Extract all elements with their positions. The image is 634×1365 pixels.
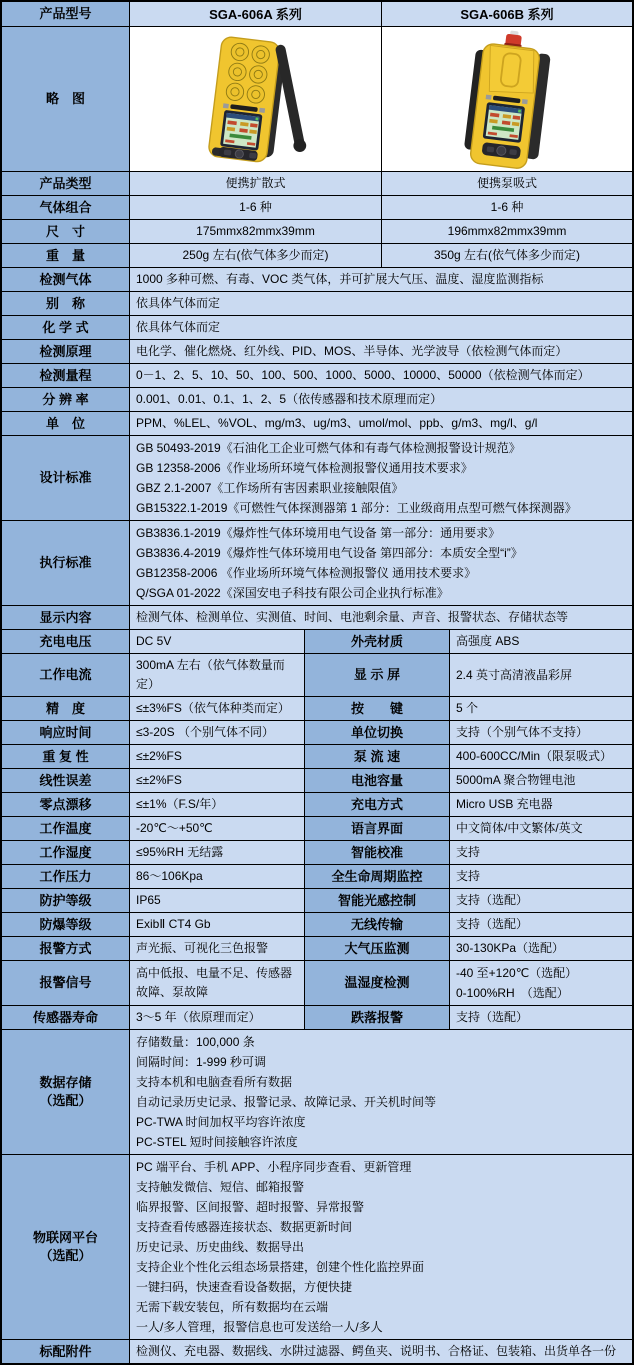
sga-606b-device-illustration [392,28,622,171]
lcd-screen [220,109,262,150]
spec-table [2,2,632,1363]
row-execution-standards-value-line-0: GB3836.1-2019《爆炸性气体环境用电气设备 第一部分：通用要求》 [136,526,501,540]
row-zero-drift-value: ≤±1%（F.S/年） [130,793,305,816]
row-working-humidity [2,841,632,865]
row-data-storage-label-line-1: （选配） [39,1093,92,1108]
row-data-storage-value-line-3: 自动记录历史记录、报警记录、故障记录、开关机时间等 [136,1095,437,1109]
row-accuracy-value: ≤±3%FS（依气体种类而定） [130,697,305,720]
row-working-pressure [2,865,632,889]
row-product-model [2,2,632,27]
row-wireless-label: 无线传输 [305,913,450,936]
row-display-content [2,606,632,630]
row-charge-method-label: 充电方式 [305,793,450,816]
row-gas-combination [2,196,632,220]
row-sketch [2,27,632,172]
row-alarm-signals [2,961,632,1006]
row-working-humidity-value: ≤95%RH 无结露 [130,841,305,864]
row-chemical-formula [2,316,632,340]
row-detect-principle-value: 电化学、催化燃烧、红外线、PID、MOS、半导体、光学波导（依检测气体而定） [130,340,632,363]
row-data-storage-value-line-4: PC-TWA 时间加权平均容许浓度 [136,1115,306,1129]
row-alarm-mode [2,937,632,961]
row-standard-accessories [2,1340,632,1363]
row-detect-gases [2,268,632,292]
row-data-storage [2,1030,632,1155]
row-units [2,412,632,436]
row-weight-value-a: 250g 左右(依气体多少而定) [130,244,382,267]
row-execution-standards-value-line-3: Q/SGA 01-2022《深国安电子科技有限公司企业执行标准》 [136,586,449,600]
row-battery-capacity-value: 5000mA 聚合物锂电池 [450,769,632,792]
row-iot-platform [2,1155,632,1340]
row-detect-range [2,364,632,388]
row-working-temperature-label: 工作温度 [2,817,130,840]
product-photo-sga-606a [130,27,382,171]
row-weight [2,244,632,268]
column-header-model-b: SGA-606B 系列 [382,2,632,26]
row-explosion-proof [2,913,632,937]
row-iot-platform-value-line-4: 历史记录、历史曲线、数据导出 [136,1240,305,1254]
row-charge-method-value: Micro USB 充电器 [450,793,632,816]
row-chemical-formula-value: 依具体气体而定 [130,316,632,339]
row-repeatability-label: 重 复 性 [2,745,130,768]
row-data-storage-label [2,1030,130,1154]
row-resolution-value: 0.001、0.01、0.1、1、2、5（依传感器和技术原理而定） [130,388,632,411]
row-detect-gases-value: 1000 多种可燃、有毒、VOC 类气体，并可扩展大气压、温度、湿度监测指标 [130,268,632,291]
row-pressure-monitor-value: 30-130KPa（选配） [450,937,632,960]
row-standard-accessories-label: 标配附件 [2,1340,130,1363]
row-data-storage-value-line-0: 存储数量：100,000 条 [136,1035,255,1049]
row-iot-platform-value-line-1: 支持触发微信、短信、邮箱报警 [136,1180,305,1194]
row-accuracy [2,697,632,721]
row-charge-voltage-value: DC 5V [130,630,305,653]
row-iot-platform-value-line-2: 临界报警、区间报警、超时报警、异常报警 [136,1200,365,1214]
row-product-type [2,172,632,196]
row-iot-platform-value [130,1155,632,1339]
row-linearity-error-value: ≤±2%FS [130,769,305,792]
row-alarm-mode-value: 声光振、可视化三色报警 [130,937,305,960]
row-sensor-life-label: 传感器寿命 [2,1006,130,1029]
row-linearity-error-label: 线性误差 [2,769,130,792]
row-display-content-value: 检测气体、检测单位、实测值、时间、电池剩余量、声音、报警状态、存储状态等 [130,606,632,629]
row-language-label: 语言界面 [305,817,450,840]
row-iot-platform-value-line-5: 支持企业个性化云组态场景搭建，创建个性化监控界面 [136,1260,425,1274]
row-dimensions-value-b: 196mmx82mmx39mm [382,220,632,243]
row-weight-label: 重 量 [2,244,130,267]
row-iot-platform-label-line-1: （选配） [39,1248,92,1263]
row-charge-voltage [2,630,632,654]
row-linearity-error [2,769,632,793]
row-units-value: PPM、%LEL、%VOL、mg/m3、ug/m3、umol/mol、ppb、g/m3、mg/l、g/l [130,412,632,435]
row-data-storage-value-line-5: PC-STEL 短时间接触容许浓度 [136,1135,298,1149]
row-response-time-label: 响应时间 [2,721,130,744]
row-data-storage-value-line-1: 间隔时间：1-999 秒可调 [136,1055,267,1069]
row-execution-standards-label: 执行标准 [2,521,130,605]
row-design-standards [2,436,632,521]
row-product-type-label: 产品类型 [2,172,130,195]
row-alarm-signals-label: 报警信号 [2,961,130,1005]
row-response-time-value: ≤3-20S （个别气体不同） [130,721,305,744]
row-smart-calibration-label: 智能校准 [305,841,450,864]
row-standard-accessories-value: 检测仪、充电器、数据线、水阱过滤器、鳄鱼夹、说明书、合格证、包装箱、出货单各一份 [130,1340,632,1363]
row-unit-switch-value: 支持（个别气体不支持） [450,721,632,744]
row-working-current-label: 工作电流 [2,654,130,696]
row-design-standards-value-line-3: GB15322.1-2019《可燃性气体探测器第 1 部分：工业级商用点型可燃气体探测器》 [136,501,577,515]
row-alarm-signals-value: 高中低报、电量不足、传感器故障、泵故障 [130,961,305,1005]
row-design-standards-value-line-2: GBZ 2.1-2007《工作场所有害因素职业接触限值》 [136,481,404,495]
row-alias [2,292,632,316]
row-design-standards-label: 设计标准 [2,436,130,520]
row-smart-calibration-value: 支持 [450,841,632,864]
row-working-temperature-value: -20℃～+50℃ [130,817,305,840]
row-temp-humidity-detect-value-line-1: 0-100%RH （选配） [456,986,569,1000]
row-buttons-label: 按 键 [305,697,450,720]
row-resolution-label: 分 辨 率 [2,388,130,411]
row-drop-alarm-value: 支持（选配） [450,1006,632,1029]
row-working-temperature [2,817,632,841]
row-iot-platform-label-line-0: 物联网平台 [32,1230,98,1245]
row-gas-combination-value-a: 1-6 种 [130,196,382,219]
row-charge-voltage-label: 充电电压 [2,630,130,653]
row-detect-range-label: 检测量程 [2,364,130,387]
row-resolution [2,388,632,412]
row-weight-value-b: 350g 左右(依气体多少而定) [382,244,632,267]
row-wireless-value: 支持（选配） [450,913,632,936]
row-dimensions-label: 尺 寸 [2,220,130,243]
row-detect-principle-label: 检测原理 [2,340,130,363]
row-working-current [2,654,632,697]
row-product-type-value-a: 便携扩散式 [130,172,382,195]
row-response-time [2,721,632,745]
row-alias-value: 依具体气体而定 [130,292,632,315]
row-sketch-label: 略 图 [2,27,130,171]
row-design-standards-value-line-0: GB 50493-2019《石油化工企业可燃气体和有毒气体检测报警设计规范》 [136,441,521,455]
row-iot-platform-value-line-8: 一人/多人管理，报警信息也可发送给一人/多人 [136,1320,383,1334]
column-header-model-a: SGA-606A 系列 [130,2,382,26]
row-design-standards-value-line-1: GB 12358-2006《作业场所环境气体检测报警仪通用技术要求》 [136,461,473,475]
row-temp-humidity-detect-value [450,961,632,1005]
row-data-storage-value [130,1030,632,1154]
row-pump-flow-value: 400-600CC/Min（限泵吸式） [450,745,632,768]
row-alarm-mode-label: 报警方式 [2,937,130,960]
row-explosion-proof-label: 防爆等级 [2,913,130,936]
row-gas-combination-value-b: 1-6 种 [382,196,632,219]
row-zero-drift [2,793,632,817]
row-unit-switch-label: 单位切换 [305,721,450,744]
row-gas-combination-label: 气体组合 [2,196,130,219]
row-dimensions-value-a: 175mmx82mmx39mm [130,220,382,243]
row-alias-label: 别 称 [2,292,130,315]
row-drop-alarm-label: 跌落报警 [305,1006,450,1029]
row-battery-capacity-label: 电池容量 [305,769,450,792]
row-dimensions [2,220,632,244]
row-product-model-label: 产品型号 [2,2,130,26]
antenna [280,49,306,151]
row-light-sensing-value: 支持（选配） [450,889,632,912]
row-detect-gases-label: 检测气体 [2,268,130,291]
row-detect-range-value: 0－1、2、5、10、50、100、500、1000、5000、10000、50000（依检测气体而定） [130,364,632,387]
row-protection-rating-label: 防护等级 [2,889,130,912]
row-light-sensing-label: 智能光感控制 [305,889,450,912]
row-working-humidity-label: 工作湿度 [2,841,130,864]
row-data-storage-value-line-2: 支持本机和电脑查看所有数据 [136,1075,293,1089]
row-detect-principle [2,340,632,364]
row-shell-material-value: 高强度 ABS [450,630,632,653]
row-sensor-life-value: 3～5 年（依原理而定） [130,1006,305,1029]
row-lifecycle-monitor-value: 支持 [450,865,632,888]
lcd-screen [483,102,525,143]
row-chemical-formula-label: 化 学 式 [2,316,130,339]
row-iot-platform-value-line-0: PC 端平台、手机 APP、小程序同步查看、更新管理 [136,1160,412,1174]
row-working-current-value: 300mA 左右（依气体数量而定） [130,654,305,696]
row-explosion-proof-value: ExibⅡ CT4 Gb [130,913,305,936]
row-units-label: 单 位 [2,412,130,435]
row-lifecycle-monitor-label: 全生命周期监控 [305,865,450,888]
row-shell-material-label: 外壳材质 [305,630,450,653]
row-protection-rating [2,889,632,913]
row-working-pressure-value: 86～106Kpa [130,865,305,888]
row-repeatability [2,745,632,769]
row-execution-standards [2,521,632,606]
row-repeatability-value: ≤±2%FS [130,745,305,768]
row-display-content-label: 显示内容 [2,606,130,629]
row-iot-platform-value-line-3: 支持查看传感器连接状态、数据更新时间 [136,1220,353,1234]
row-zero-drift-label: 零点漂移 [2,793,130,816]
row-pump-flow-label: 泵 流 速 [305,745,450,768]
row-execution-standards-value-line-2: GB12358-2006 《作业场所环境气体检测报警仪 通用技术要求》 [136,566,477,580]
row-pressure-monitor-label: 大气压监测 [305,937,450,960]
row-sensor-life [2,1006,632,1030]
row-data-storage-label-line-0: 数据存储 [39,1075,92,1090]
row-temp-humidity-detect-label: 温湿度检测 [305,961,450,1005]
row-iot-platform-label [2,1155,130,1339]
row-accuracy-label: 精 度 [2,697,130,720]
row-protection-rating-value: IP65 [130,889,305,912]
row-execution-standards-value [130,521,632,605]
row-execution-standards-value-line-1: GB3836.4-2019《爆炸性气体环境用电气设备 第四部分：本质安全型“i”》 [136,546,523,560]
product-photo-sga-606b [382,27,632,171]
row-iot-platform-value-line-7: 无需下载安装包，所有数据均在云端 [136,1300,329,1314]
row-working-pressure-label: 工作压力 [2,865,130,888]
row-display-screen-label: 显 示 屏 [305,654,450,696]
row-design-standards-value [130,436,632,520]
sga-606a-device-illustration [141,28,371,171]
row-language-value: 中文简体/中文繁体/英文 [450,817,632,840]
row-iot-platform-value-line-6: 一键扫码，快速查看设备数据，方便快捷 [136,1280,353,1294]
row-buttons-value: 5 个 [450,697,632,720]
row-product-type-value-b: 便携泵吸式 [382,172,632,195]
row-display-screen-value: 2.4 英寸高清液晶彩屏 [450,654,632,696]
row-temp-humidity-detect-value-line-0: -40 至+120℃（选配） [456,966,578,980]
